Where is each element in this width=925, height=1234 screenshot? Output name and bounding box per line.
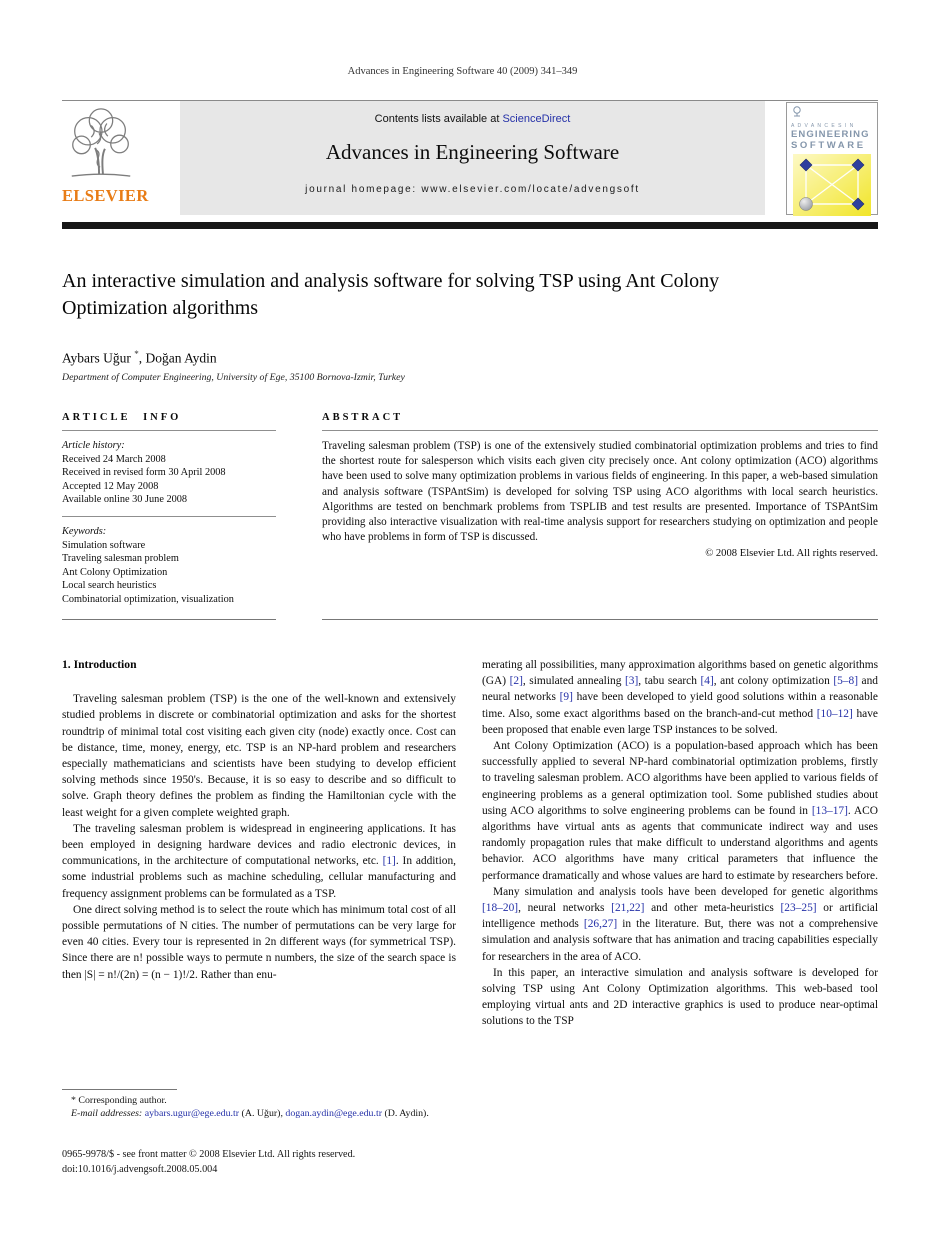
journal-homepage-link[interactable]: www.elsevier.com/locate/advengsoft	[421, 184, 640, 195]
reference-link[interactable]: [5–8]	[833, 675, 858, 688]
article-info-heading: ARTICLE INFO	[62, 412, 182, 423]
homepage-label: journal homepage:	[305, 184, 417, 195]
author-2: Doğan Aydin	[145, 350, 217, 366]
keyword: Combinatorial optimization, visualization	[62, 593, 234, 605]
keyword: Simulation software	[62, 539, 146, 551]
article-title: An interactive simulation and analysis software for solving TSP using Ant Colony Optimization algorithms	[62, 270, 720, 319]
reference-link[interactable]: [3]	[624, 675, 639, 688]
email-label: E-mail addresses:	[71, 1108, 143, 1120]
divider-line	[62, 619, 276, 620]
divider-line	[62, 430, 276, 431]
divider-line	[322, 430, 878, 431]
corresponding-author-note: * Corresponding author.	[71, 1095, 167, 1106]
paragraph: Many simulation and analysis tools have been developed for genetic algorithms [18–20], neural networks [21,22] and other meta-heuristics [23–25] or artificial intelligence methods [26,27] in the literature. But, there was not a comprehensive simulation and analysis software that has animation and tracing capabilities especially for researchers in the area of ACO.	[482, 885, 879, 963]
keywords-label: Keywords:	[62, 525, 107, 537]
email-addresses-line	[62, 1107, 458, 1120]
intro-left-column	[62, 657, 456, 983]
sciencedirect-link[interactable]: ScienceDirect	[502, 113, 571, 125]
author-separator: ,	[138, 350, 146, 366]
paragraph: In this paper, an interactive simulation and analysis software is developed for solving TSP using Ant Colony Optimization algorithms. This web-based tool employing virtual ants and 2D interactive graphics is used to produce near-optimal solutions to the TSP	[482, 966, 878, 1028]
article-affiliation: Department of Computer Engineering, University of Ege, 35100 Bornova-Izmir, Turkey	[62, 372, 405, 383]
reference-link[interactable]: [2]	[509, 675, 523, 688]
keyword: Local search heuristics	[62, 580, 157, 592]
contents-line	[180, 113, 765, 125]
history-line: Accepted 12 May 2008	[62, 480, 159, 492]
keyword: Traveling salesman problem	[62, 553, 179, 565]
reference-link[interactable]: [23–25]	[780, 902, 817, 915]
abstract-heading: ABSTRACT	[322, 412, 404, 423]
journal-banner	[180, 101, 765, 215]
cover-title-line2: SOFTWARE	[791, 140, 866, 151]
divider-line	[62, 516, 276, 517]
abstract-text: Traveling salesman problem (TSP) is one of the extensively studied combinatorial optimization problems and tries to find the shortest route for salesperson which visits each given city precisely once. Ant colony optimization (ACO) algorithms have been used to solve many optimization problems in various fields of engineering. In this paper, a web-based simulation and analysis software (TSPAntSim) is developed for solving TSP using ACO algorithms with local search heuristics. Algorithms are tested on benchmark problems from TSPLIB and test results are presented. Importance of TSPAntSim providing also interactive visualization with real-time analysis support for researchers studying on optimization and people who have problems in form of TSP is discussed.	[322, 440, 878, 544]
reference-link[interactable]: [4]	[700, 675, 714, 688]
reference-link[interactable]: [1]	[382, 855, 396, 868]
reference-link[interactable]: [9]	[559, 691, 573, 704]
email-link-author2[interactable]: dogan.aydin@ege.edu.tr	[285, 1108, 382, 1120]
contents-prefix: Contents lists available at	[374, 113, 500, 125]
cover-kicker: A D V A N C E S I N	[791, 123, 855, 129]
abstract-panel	[322, 412, 878, 620]
journal-homepage-line	[180, 184, 765, 195]
elsevier-logo[interactable]	[62, 104, 172, 206]
paragraph: merating all possibilities, many approximation algorithms based on genetic algorithms (GA) [2], simulated annealing [3], tabu search [4], ant colony optimization [5–8] and neural networks [9] have been developed to yield good solutions within a reasonable time. Also, some exact algorithms based on the branch-and-cut method [10–12] have been proposed that enable even large TSP instances to be solved.	[482, 659, 878, 736]
cover-tree-icon	[791, 106, 803, 117]
elsevier-tree-icon	[62, 104, 140, 180]
history-line: Received in revised form 30 April 2008	[62, 467, 226, 479]
footnote	[62, 1089, 458, 1120]
cover-title-line1: ENGINEERING	[791, 129, 870, 140]
article-authors	[62, 349, 217, 367]
author-1: Aybars Uğur	[62, 350, 131, 366]
paragraph: One direct solving method is to select the route which has minimum total cost of all possible permutations of N cities. The number of permutations can be very large for even 40 cities. Every tour is represented in 2n different ways (for symmetrical TSP). Since there are n! possible ways to permute n numbers, the size of the search space is then |S| = n!/(2n) = (n − 1)!/2. Rather than enu-	[62, 903, 456, 981]
corresponding-author-marker[interactable]: *	[134, 349, 139, 359]
footnote-rule	[62, 1089, 177, 1090]
paragraph: Ant Colony Optimization (ACO) is a population-based approach which has been successfully applied to several NP-hard combinatorial optimization problems, firstly to traveling salesman problem. ACO algorithms have been applied to various fields of engineering problems as a general optimization tool. Some published studies about using ACO algorithms to solve engineering problems can be found in [13–17]. ACO algorithms have virtual ants as agents that communicate indirect way and uses randomly propagation rules that make difficult to understand algorithms and agents behavior. ACO algorithms have many critical parameters that influence the performance dramatically and whose values are hard to estimate by researchers before.	[482, 740, 878, 882]
article-history	[62, 439, 276, 507]
section-heading-introduction: 1. Introduction	[62, 658, 137, 671]
paragraph: The traveling salesman problem is widespread in engineering applications. It has been employed in designing hardware devices and radio electronic devices, in communications, in the architecture of computational networks, etc. [1]. In addition, some industrial problems such as machine scheduling, cellular manufacturing and frequency assignment problems can be formulated as a TSP.	[62, 822, 457, 900]
keyword: Ant Colony Optimization	[62, 566, 168, 578]
email1-suffix: (A. Uğur),	[241, 1108, 283, 1120]
reference-link[interactable]: [21,22]	[611, 902, 645, 915]
email-link-author1[interactable]: aybars.ugur@ege.edu.tr	[144, 1108, 240, 1120]
copyright-line: © 2008 Elsevier Ltd. All rights reserved.	[705, 548, 878, 560]
journal-cover-thumbnail[interactable]	[786, 102, 878, 215]
doi-line: doi:10.1016/j.advengsoft.2008.05.004	[62, 1164, 218, 1175]
history-label: Article history:	[62, 440, 125, 451]
imprint	[62, 1147, 355, 1177]
divider-line	[322, 619, 878, 620]
paragraph: Traveling salesman problem (TSP) is the one of the well-known and extensively studied problems in discrete or combinatorial optimization and asks for the shortest roundtrip of minimal total cost visiting each given city (node) exactly once. Cost can be distance, time, money, energy, etc. TSP is an NP-hard problem and researchers especially mathematicians and scientists have been studying to develop efficient solving methods since 1950's. Because, it is so easy to describe and so difficult to solve. Graph theory defines the problem as finding the Hamiltonian cycle with the least weight for a given complete weighted graph.	[62, 693, 456, 819]
intro-right-column	[482, 657, 878, 1030]
journal-citation: Advances in Engineering Software 40 (2009) 341–349	[347, 66, 578, 77]
article-info-panel	[62, 412, 276, 620]
history-line: Received 24 March 2008	[62, 453, 166, 465]
reference-link[interactable]: [26,27]	[583, 918, 618, 931]
email2-suffix: (D. Aydin).	[384, 1108, 429, 1120]
header-divider-bar	[62, 222, 878, 229]
reference-link[interactable]: [13–17]	[811, 804, 848, 817]
history-line: Available online 30 June 2008	[62, 494, 188, 506]
cover-graph-art	[793, 154, 871, 216]
reference-link[interactable]: [10–12]	[816, 707, 853, 720]
elsevier-wordmark: ELSEVIER	[62, 186, 149, 205]
issn-line: 0965-9978/$ - see front matter © 2008 Elsevier Ltd. All rights reserved.	[62, 1149, 356, 1160]
journal-title: Advances in Engineering Software	[325, 140, 620, 164]
reference-link[interactable]: [18–20]	[482, 902, 519, 915]
keywords-block	[62, 525, 276, 607]
